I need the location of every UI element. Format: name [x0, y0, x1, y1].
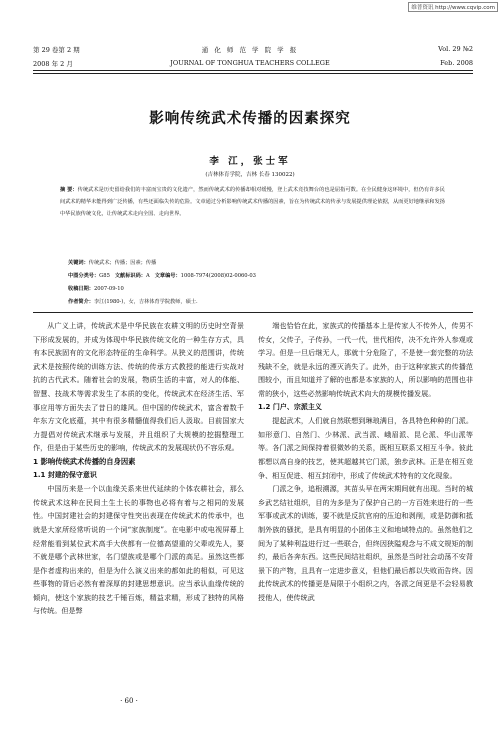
- body-paragraph: 从广义上讲，传统武术是中华民族在农耕文明的历史时空背景下形成发展的，并成为体现中华民族传统文化的一种生存方式，具有本民族固有的文化形态特征的生命科学。从狭义的范围讲，传统武术是按照传统的训练方法、传统的传承方式教授的能进行实战对抗的古代武术。随着社会的发展，物质生活的丰富，对人的体能、智慧、技战术等需求发生了本质的变化，传统武术在经济生活、军事应用等方面失去了昔日的雄风。但中国的传统武术，富含着数千年东方文化底蕴，其中有很多精髓值得我们后人汲取。目前国家大力提倡对传统武术继承与发展，并且组织了大规模的挖掘整理工作，但是由于某些历史的影响，传统武术的发展现状仍不容乐观。: [33, 321, 244, 453]
- page-number: · 60 ·: [120, 697, 138, 705]
- received-label: 收稿日期：: [68, 286, 94, 292]
- article-authors: 李 江，张士军: [209, 156, 291, 167]
- header-issue: 第 29 卷第 2 期: [33, 46, 80, 54]
- clc-value: G85: [99, 273, 110, 279]
- keywords-text: 传统武术；传播；因素；传播: [88, 260, 157, 266]
- doc-code-value: A: [145, 273, 150, 279]
- abstract-text: 传统武术是历史留给我们的丰富而宝贵的文化遗产，然而传统武术的传播却相对缓慢，登上武术竞技舞台的也是屈指可数。在全民健身这环境中，但仍有许多民间武术的精华未能得到广泛传播，有些还面临失传的危险。文章通过分析影响传统武术传播的因素，旨在为传统武术的传承与发展提供理论依据，从而更好地继承和发扬中华民族传统文化，让传统武术走向全国、走向世界。: [60, 187, 445, 218]
- watermark-stamp: 维普资讯 http://www.cqvip.com: [408, 2, 498, 12]
- keywords: [68, 257, 448, 270]
- body-paragraph: 门派之争，追根溯源，其苗头早在两宋期间就有出现。当时的城乡武艺结社组织，目的为多是为了保护自己的一方百姓来进行的一些军事或武术的训练，要不就是反抗官府的压迫和剥削，或是防御和抵制外族的骚扰，是具有明显的小团体主义和地域特点的。虽然他们之间为了某种利益进行过一些联合，但终因狭隘观念与不成文规矩的制约，最后各奔东西。这些民间结社组织，虽然是当时社会动荡不安背景下的产物，且具有一定进步意义，但他们最后都以失败而告终。因此传统武术的传播更是局限于小组织之内，各派之间更是不会轻易教授他人，使传统武: [258, 484, 473, 602]
- body-paragraph: 中国历来是一个以血缘关系来世代延续的个体农耕社会，那么传统武术这种在民间土生土长的事物也必将有着与之相同的发展性。中国封建社会的封建保守性突出表现在传统武术的传承中，也就是大家所经常听说的一个词“家族制度”。在电影中或电视屏幕上经常能看到某位武术高手大侠都有一位德高望重的父辈或先人，要不就是哪个武林世家，名门望族或是哪个门派的高足。虽然这些都是作者虚构出来的，但是为什么演义出来的都如此的相似，可见这些事物的背后必然有着深厚的封建思想意识。应当承认血缘传统的倾向，使这个家族的技艺千锤百炼，精益求精，形成了独特的风格与传统。但是弊: [33, 484, 244, 616]
- body-right-column: [258, 319, 473, 604]
- header-journal-cn: 通 化 师 范 学 院 学 报: [201, 46, 299, 54]
- subsection-heading: 1.2 门户、宗派主义: [258, 402, 322, 411]
- article-no-label: 文章编号：: [154, 273, 181, 279]
- author-affiliation: (吉林体育学院，吉林 长春 130022): [205, 172, 295, 178]
- author-bio-label: 作者简介：: [68, 299, 94, 305]
- header-rule: [33, 70, 473, 71]
- keywords-label: 关键词：: [68, 260, 89, 266]
- author-bio-text: 李江(1980-)，女，吉林体育学院教师，硕士.: [93, 299, 198, 305]
- header-volume: Vol. 29 №2: [438, 45, 473, 53]
- author-bio: [68, 296, 448, 309]
- abstract-rule: [33, 312, 473, 313]
- subsection-heading: 1.1 封建的保守意识: [33, 470, 97, 479]
- article-title: 影响传统武术传播的因素探究: [149, 111, 351, 127]
- body-paragraph: 端也恰恰在此，家族式的传播基本上是传家人不传外人，传男不传女，父传子，子传孙，一代一代，世代相传，决不允许外人参观或学习。但是一旦后继无人，那就十分危险了，不是使一套完整的功法残缺不全，就是永远的湮灭消失了。此外，由于这种家族式的传播范围较小，而且知道并了解的也都是本家族的人，所以影响的范围也非常的狭小，这些必然影响传统武术向大的规模传播发展。: [258, 321, 473, 398]
- abstract-label: 摘 要：: [60, 187, 78, 193]
- header-month: Feb. 2008: [440, 59, 473, 67]
- received-value: 2007-09-10: [93, 286, 124, 292]
- classification-line: [68, 270, 448, 283]
- header-rule-thin: [33, 73, 473, 74]
- header-date: 2008 年 2 月: [33, 60, 73, 68]
- body-left-column: [33, 319, 244, 618]
- received-date: [68, 283, 448, 296]
- abstract: [60, 184, 445, 221]
- body-paragraph: 提起武术，人们就自然联想到琳琅满目，各具特色种种的门派。如形意门、自然门、少林派、武当派、峨眉派、昆仑派、华山派等等。各门派之间保持着很微妙的关系，既相互联系又相互斗争。彼此都想以高自身的技艺，使其超越其它门派，独步武林。正是在相互竞争、相互促进、相互封闭中，形成了传统武术特有的文化现象。: [258, 416, 473, 480]
- section-heading: 1 影响传统武术传播的自身因素: [33, 456, 136, 466]
- doc-code-label: 文献标识码：: [114, 273, 146, 279]
- header-journal-en: JOURNAL OF TONGHUA TEACHERS COLLEGE: [170, 59, 330, 67]
- article-no-value: 1008-7974(2008)02-0060-03: [180, 273, 256, 279]
- clc-label: 中图分类号：: [68, 273, 100, 279]
